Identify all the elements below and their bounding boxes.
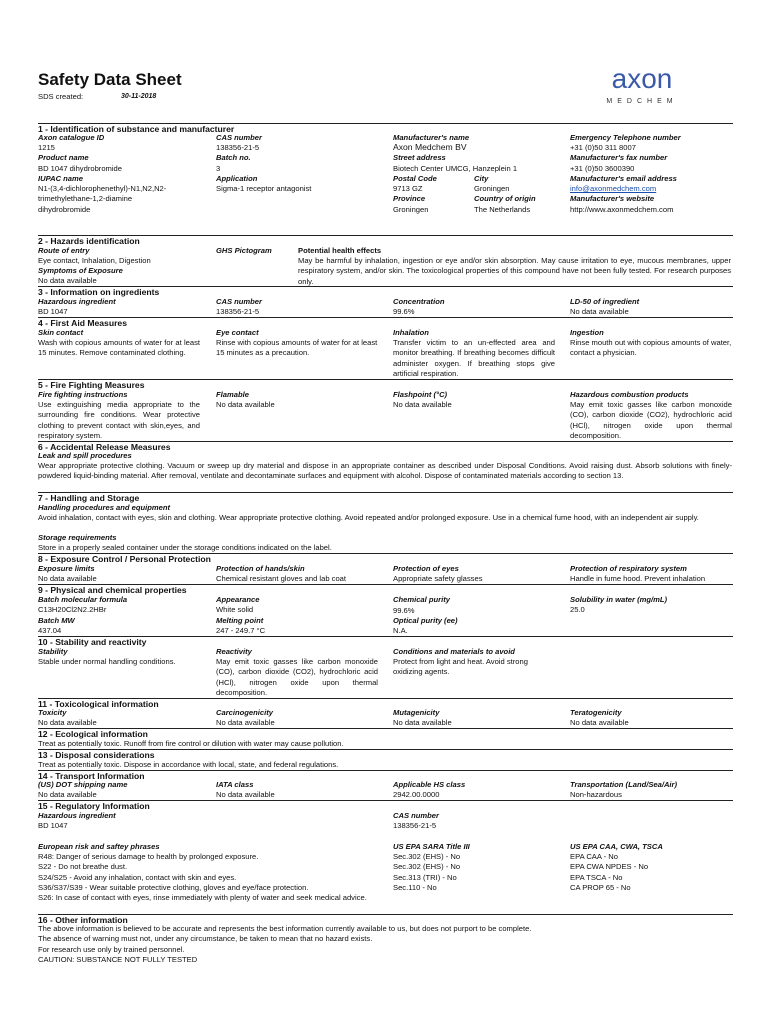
axon-logo-graphic [583, 62, 701, 108]
eu-phrase: S22 - Do not breathe dust. [38, 862, 128, 871]
optical-purity-label: Optical purity (ee) [393, 616, 458, 625]
section-2-heading: 2 - Hazards identification [38, 235, 733, 246]
postal-code-value: 9713 GZ [393, 184, 423, 193]
hs-class-value: 2942.00.0000 [393, 790, 440, 799]
route-of-entry-value: Eye contact, Inhalation, Digestion [38, 256, 151, 265]
sara-item: Sec.313 (TRI) - No [393, 873, 457, 882]
other-info-line: The absence of warning must not, under any circumstance, be taken to mean that no hazard exists. [38, 934, 373, 943]
ingredient-cas-value: 138356-21-5 [216, 307, 260, 316]
inhalation-value: Transfer victim to an un-effected area and monitor breathing. If breathing becomes difficult administer oxygen. If breathing stops give artificial respiration. [393, 338, 555, 378]
country-label: Country of origin [474, 194, 536, 203]
section-8-heading: 8 - Exposure Control / Personal Protection [38, 553, 733, 564]
emergency-phone-value: +31 (0)50 311 8007 [570, 143, 636, 152]
leak-spill-value: Wear appropriate protective clothing. Vacuum or sweep up dry material and dispose in an appropriate container as described under Disposal Conditions. Avoid raising dust. Absorb solutions with finely-powdered liquid-binding material. After removal, ventilate and decontaminate surfaces and equipment with alcohol. Dispose of contaminated materials according to section 13. [38, 461, 732, 481]
route-of-entry-label: Route of entry [38, 246, 90, 255]
city-label: City [474, 174, 489, 183]
molecular-formula-value: C13H20Cl2N2.2HBr [38, 605, 107, 614]
flamable-value: No data available [216, 400, 275, 409]
city-value: Groningen [474, 184, 510, 193]
eu-phrase: S36/S37/S39 - Wear suitable protective clothing, gloves and eye/face protection. [38, 883, 309, 892]
catalogue-id-label: Axon catalogue ID [38, 133, 105, 142]
chemical-purity-value: 99.6% [393, 606, 415, 615]
regulatory-cas-value: 138356-21-5 [393, 821, 437, 830]
toxicity-value: No data available [38, 718, 97, 727]
combustion-products-value: May emit toxic gasses like carbon monoxide (CO), carbon dioxide (CO2), hydrochloric acid (HCl), nitrogen oxide upon thermal decomposition. [570, 400, 732, 440]
disposal-text: Treat as potentially toxic. Dispose in accordance with local, state, and federal regulations. [38, 760, 339, 769]
conditions-avoid-value: Protect from light and heat. Avoid strong oxidizing agents. [393, 657, 528, 677]
eu-phrase: S26: In case of contact with eyes, rinse immediately with plenty of water and seek medical advice. [38, 893, 367, 902]
hand-protection-label: Protection of hands/skin [216, 564, 305, 573]
solubility-value: 25.0 [570, 605, 585, 614]
transportation-label: Transportation (Land/Sea/Air) [570, 780, 678, 789]
handling-label: Handling procedures and equipment [38, 503, 171, 512]
eu-phrases-label: European risk and saftey phrases [38, 842, 160, 851]
website-link[interactable]: http://www.axonmedchem.com [570, 205, 674, 214]
section-3-heading: 3 - Information on ingredients [38, 286, 733, 297]
conditions-avoid-label: Conditions and materials to avoid [393, 647, 515, 656]
emergency-phone-label: Emergency Telephone number [570, 133, 681, 142]
regulatory-ingredient-value: BD 1047 [38, 821, 68, 830]
ingestion-value: Rinse mouth out with copious amounts of water, contact a physician. [570, 338, 732, 358]
teratogenicity-value: No data available [570, 718, 629, 727]
application-value: Sigma-1 receptor antagonist [216, 184, 312, 193]
respiratory-protection-value: Handle in fume hood. Prevent inhalation [570, 574, 706, 583]
product-name-label: Product name [38, 153, 89, 162]
sara-item: Sec.110 - No [393, 883, 437, 892]
solubility-label: Solubility in water (mg/mL) [570, 595, 668, 604]
iata-class-label: IATA class [216, 780, 254, 789]
epa-item: EPA CAA - No [570, 852, 618, 861]
hs-class-label: Applicable HS class [393, 780, 466, 789]
iupac-name-line1: N1-(3,4-dichlorophenethyl)-N1,N2,N2- [38, 184, 167, 193]
street-address-label: Street address [393, 153, 446, 162]
section-11-heading: 11 - Toxicological information [38, 698, 733, 709]
section-7-heading: 7 - Handling and Storage [38, 492, 733, 503]
ld50-value: No data available [570, 307, 629, 316]
dot-shipping-value: No data available [38, 790, 97, 799]
skin-contact-value: Wash with copious amounts of water for at least 15 minutes. Remove contaminated clothing. [38, 338, 200, 358]
teratogenicity-label: Teratogenicity [570, 708, 622, 717]
section-15-heading: 15 - Regulatory Information [38, 800, 733, 811]
iata-class-value: No data available [216, 790, 275, 799]
axon-logo [583, 62, 701, 108]
exposure-limits-label: Exposure limits [38, 564, 95, 573]
eu-phrase: R48: Danger of serious damage to health by prolonged exposure. [38, 852, 259, 861]
section-14-heading: 14 - Transport Information [38, 770, 733, 781]
batch-no-value: 3 [216, 164, 221, 173]
eye-contact-label: Eye contact [216, 328, 259, 337]
page-title: Safety Data Sheet [38, 70, 182, 89]
logo-wordmark: axon [611, 63, 673, 94]
melting-point-value: 247 - 249.7 °C [216, 626, 266, 635]
ingredient-cas-label: CAS number [216, 297, 262, 306]
sds-created-date: 30-11-2018 [121, 93, 157, 100]
storage-value: Store in a properly sealed container under the storage conditions indicated on the label. [38, 543, 332, 552]
molecular-formula-label: Batch molecular formula [38, 595, 128, 604]
health-effects-label: Potential health effects [298, 246, 382, 255]
sara-title-label: US EPA SARA Title III [393, 842, 470, 851]
section-13-heading: 13 - Disposal considerations [38, 749, 733, 760]
combustion-products-label: Hazardous combustion products [570, 390, 689, 399]
dot-shipping-label: (US) DOT shipping name [38, 780, 128, 789]
chemical-purity-label: Chemical purity [393, 595, 450, 604]
batch-no-label: Batch no. [216, 153, 251, 162]
leak-spill-label: Leak and spill procedures [38, 451, 132, 460]
appearance-value: White solid [216, 605, 254, 614]
appearance-label: Appearance [216, 595, 260, 604]
section-9-heading: 9 - Physical and chemical properties [38, 584, 733, 595]
optical-purity-value: N.A. [393, 626, 408, 635]
email-link[interactable]: info@axonmedchem.com [570, 184, 657, 193]
symptoms-value: No data available [38, 276, 97, 285]
other-info-line: CAUTION: SUBSTANCE NOT FULLY TESTED [38, 955, 198, 964]
section-5-heading: 5 - Fire Fighting Measures [38, 379, 733, 390]
stability-label: Stability [38, 647, 68, 656]
eye-protection-value: Appropriate safety glasses [393, 574, 483, 583]
fire-fighting-value: Use extinguishing media appropriate to the surrounding fire conditions. Wear protective clothing to prevent contact with skin,eyes, and respiratory system. [38, 400, 200, 440]
carcinogenicity-label: Carcinogenicity [216, 708, 273, 717]
eu-phrase: S24/S25 - Avoid any inhalation, contact with skin and eyes. [38, 873, 237, 882]
eye-protection-label: Protection of eyes [393, 564, 459, 573]
flamable-label: Flamable [216, 390, 249, 399]
regulatory-ingredient-label: Hazardous ingredient [38, 811, 116, 820]
sds-created-label: SDS created: [38, 92, 84, 101]
stability-value: Stable under normal handling conditions. [38, 657, 176, 666]
flashpoint-value: No data available [393, 400, 452, 409]
health-effects-value: May be harmful by inhalation, ingestion or eye and/or skin absorption. May cause irritation to eye, mucous membranes, upper respiratory system, and/or skin. The toxicological properties of this compound have not been fully tested. For research purposes only. [298, 256, 731, 286]
logo-subtitle: MEDCHEM [606, 98, 678, 105]
batch-mw-label: Batch MW [38, 616, 75, 625]
toxicity-label: Toxicity [38, 708, 67, 717]
flashpoint-label: Flashpoint (°C) [393, 390, 448, 399]
section-6-heading: 6 - Accidental Release Measures [38, 441, 733, 452]
transportation-value: Non-hazardous [570, 790, 622, 799]
section-16-heading: 16 - Other information [38, 914, 733, 925]
fax-value: +31 (0)50 3600390 [570, 164, 635, 173]
skin-contact-label: Skin contact [38, 328, 84, 337]
sara-item: Sec.302 (EHS) - No [393, 852, 461, 861]
manufacturer-name-value: Axon Medchem BV [393, 142, 467, 152]
ecological-text: Treat as potentially toxic. Runoff from fire control or dilution with water may cause pollution. [38, 739, 344, 748]
section-12-heading: 12 - Ecological information [38, 728, 733, 739]
ghs-pictogram-label: GHS Pictogram [216, 246, 272, 255]
website-label: Manufacturer's website [570, 194, 655, 203]
product-name-value: BD 1047 dihydrobromide [38, 164, 123, 173]
hand-protection-value: Chemical resistant gloves and lab coat [216, 574, 347, 583]
catalogue-id-value: 1215 [38, 143, 55, 152]
storage-label: Storage requirements [38, 533, 117, 542]
concentration-value: 99.6% [393, 307, 415, 316]
batch-mw-value: 437.04 [38, 626, 62, 635]
other-info-line: The above information is believed to be accurate and represents the best information currently available to us, but does not purport to be complete. [38, 924, 532, 933]
street-address-value: Biotech Center UMCG, Hanzeplein 1 [393, 164, 518, 173]
section-4-heading: 4 - First Aid Measures [38, 317, 733, 328]
epa-caa-label: US EPA CAA, CWA, TSCA [570, 842, 663, 851]
regulatory-cas-label: CAS number [393, 811, 439, 820]
iupac-name-label: IUPAC name [38, 174, 84, 183]
sara-item: Sec.302 (EHS) - No [393, 862, 461, 871]
reactivity-label: Reactivity [216, 647, 252, 656]
iupac-name-line3: dihydrobromide [38, 205, 91, 214]
province-value: Groningen [393, 205, 429, 214]
postal-code-label: Postal Code [393, 174, 437, 183]
reactivity-value: May emit toxic gasses like carbon monoxide (CO), carbon dioxide (CO2), hydrochloric acid (HCl), nitrogen oxide upon thermal decomposition. [216, 657, 378, 697]
email-label: Manufacturer's email address [570, 174, 677, 183]
province-label: Province [393, 194, 426, 203]
epa-item: CA PROP 65 - No [570, 883, 631, 892]
mutagenicity-label: Mutagenicity [393, 708, 440, 717]
iupac-name-line2: trimethylethane-1,2-diamine [38, 194, 133, 203]
section-1-heading: 1 - Identification of substance and manufacturer [38, 123, 733, 134]
fax-label: Manufacturer's fax number [570, 153, 668, 162]
hazardous-ingredient-label: Hazardous ingredient [38, 297, 116, 306]
epa-item: EPA TSCA - No [570, 873, 623, 882]
symptoms-label: Symptoms of Exposure [38, 266, 123, 275]
section-10-heading: 10 - Stability and reactivity [38, 636, 733, 647]
handling-value: Avoid inhalation, contact with eyes, skin and clothing. Wear appropriate protective clothing. Avoid repeated and/or prolonged exposure. Use in a chemical fume hood, with an independent air supply. [38, 513, 699, 522]
hazardous-ingredient-value: BD 1047 [38, 307, 68, 316]
exposure-limits-value: No data available [38, 574, 97, 583]
ld50-label: LD-50 of ingredient [570, 297, 640, 306]
mutagenicity-value: No data available [393, 718, 452, 727]
cas-number-value: 138356-21-5 [216, 143, 260, 152]
epa-item: EPA CWA NPDES - No [570, 862, 649, 871]
cas-number-label: CAS number [216, 133, 262, 142]
respiratory-protection-label: Protection of respiratory system [570, 564, 687, 573]
eye-contact-value: Rinse with copious amounts of water for at least 15 minutes as a precaution. [216, 338, 378, 358]
ingestion-label: Ingestion [570, 328, 604, 337]
other-info-line: For research use only by trained personnel. [38, 945, 185, 954]
manufacturer-name-label: Manufacturer's name [393, 133, 470, 142]
melting-point-label: Melting point [216, 616, 264, 625]
country-value: The Netherlands [474, 205, 531, 214]
application-label: Application [216, 174, 258, 183]
fire-fighting-label: Fire fighting instructions [38, 390, 128, 399]
inhalation-label: Inhalation [393, 328, 429, 337]
carcinogenicity-value: No data available [216, 718, 275, 727]
concentration-label: Concentration [393, 297, 445, 306]
